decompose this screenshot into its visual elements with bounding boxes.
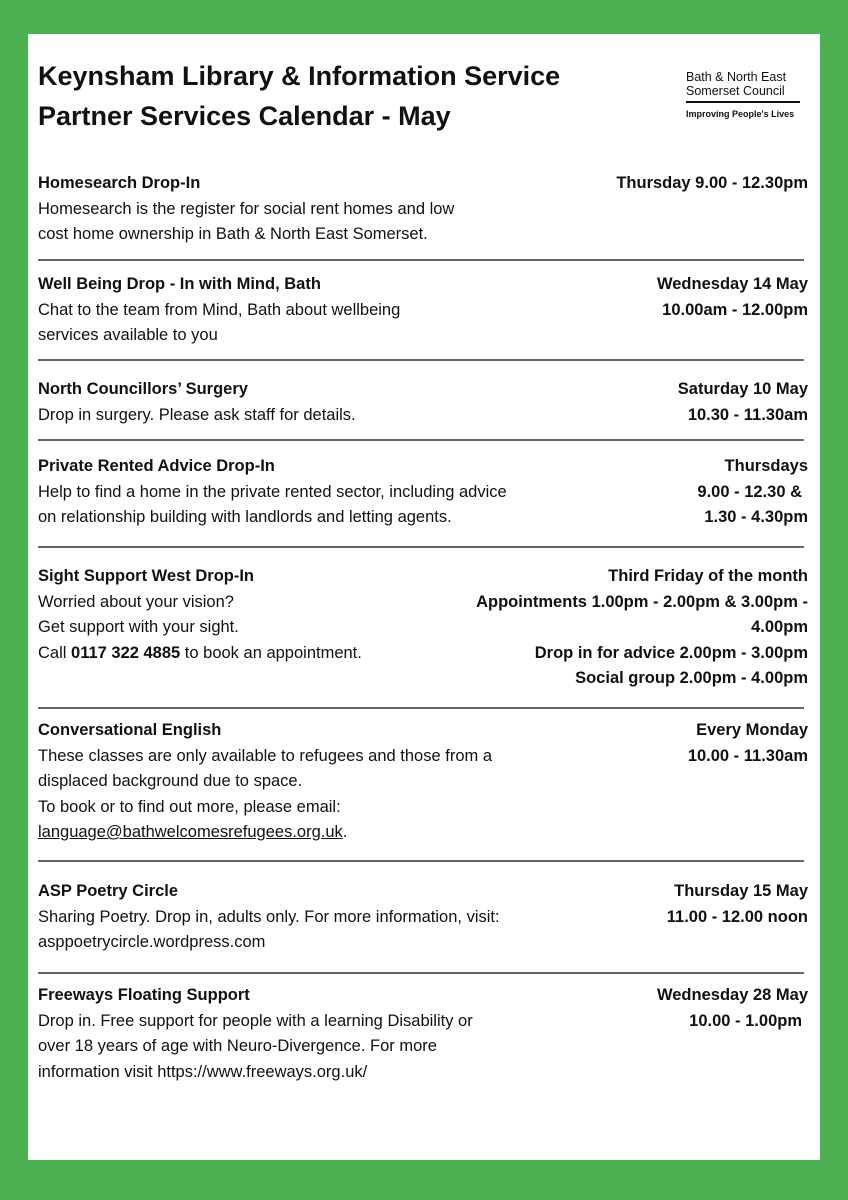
- service-drop-in-advice: Drop in for advice 2.00pm - 3.00pm: [534, 643, 808, 662]
- service-time: 9.00 - 12.30 &: [697, 482, 802, 501]
- title-line-2: Partner Services Calendar - May: [38, 101, 451, 131]
- service-time: 10.00 - 11.30am: [687, 746, 808, 765]
- service-councillors-surgery: [38, 377, 808, 428]
- service-conversational-english: [38, 718, 808, 846]
- service-day: Every Monday: [696, 721, 808, 739]
- service-freeways: [38, 983, 808, 1085]
- section-divider: [38, 359, 804, 361]
- service-desc: on relationship building with landlords and letting agents.: [38, 508, 452, 526]
- email-suffix: .: [342, 823, 348, 841]
- logo-line-2: Somerset Council: [686, 84, 785, 98]
- calendar-page: [28, 34, 820, 1160]
- service-desc: Get support with your sight.: [38, 618, 239, 636]
- service-link[interactable]: asppoetrycircle.wordpress.com: [38, 933, 266, 951]
- service-time: 11.00 - 12.00 noon: [666, 907, 808, 926]
- service-day: Thursdays: [724, 457, 808, 475]
- service-desc: Worried about your vision?: [38, 592, 234, 611]
- service-sight-support: [38, 564, 808, 692]
- service-appointments-end: 4.00pm: [751, 618, 808, 636]
- section-divider: [38, 707, 804, 709]
- service-poetry-circle: [38, 879, 808, 956]
- service-desc: over 18 years of age with Neuro-Divergence. For more: [38, 1037, 437, 1055]
- section-divider: [38, 860, 804, 862]
- council-logo: [686, 70, 806, 119]
- service-desc: To book or to find out more, please email:: [38, 797, 341, 816]
- service-desc: displaced background due to space.: [38, 772, 303, 790]
- service-desc: cost home ownership in Bath & North East Somerset.: [38, 225, 428, 243]
- section-divider: [38, 546, 804, 548]
- service-desc: Homesearch is the register for social rent homes and low: [38, 199, 455, 218]
- section-divider: [38, 439, 804, 441]
- service-name: North Councillors’ Surgery: [38, 380, 248, 398]
- service-desc: Drop in. Free support for people with a learning Disability or: [38, 1011, 473, 1030]
- section-divider: [38, 259, 804, 261]
- service-homesearch: [38, 171, 808, 248]
- logo-divider: [686, 101, 800, 103]
- service-email-line: [38, 820, 347, 846]
- service-date: Thursday 15 May: [674, 882, 808, 900]
- service-name: Conversational English: [38, 721, 222, 739]
- service-time: 10.30 - 11.30am: [687, 405, 808, 424]
- service-wellbeing: [38, 272, 808, 349]
- service-time: 1.30 - 4.30pm: [704, 508, 808, 526]
- service-desc: Sharing Poetry. Drop in, adults only. For more information, visit:: [38, 907, 500, 926]
- service-desc: Chat to the team from Mind, Bath about wellbeing: [38, 300, 401, 319]
- service-name: ASP Poetry Circle: [38, 882, 179, 900]
- service-desc: Help to find a home in the private rented sector, including advice: [38, 482, 507, 501]
- service-schedule: Third Friday of the month: [608, 567, 808, 585]
- section-divider: [38, 972, 804, 974]
- email-link[interactable]: language@bathwelcomesrefugees.org.uk: [38, 823, 343, 841]
- service-date: Saturday 10 May: [677, 380, 808, 398]
- service-date: Wednesday 28 May: [656, 986, 808, 1004]
- service-time: 10.00am - 12.00pm: [662, 300, 808, 319]
- call-suffix: to book an appointment.: [180, 643, 362, 662]
- call-prefix: Call: [38, 643, 72, 662]
- service-name: Homesearch Drop-In: [38, 174, 201, 192]
- service-private-rented: [38, 454, 808, 531]
- service-name: Well Being Drop - In with Mind, Bath: [38, 275, 321, 293]
- phone-number[interactable]: 0117 322 4885: [71, 643, 181, 662]
- service-date: Wednesday 14 May: [656, 275, 808, 293]
- service-time: Thursday 9.00 - 12.30pm: [616, 174, 808, 192]
- service-time: 10.00 - 1.00pm: [689, 1011, 802, 1030]
- title-line-1: Keynsham Library & Information Service: [38, 61, 561, 91]
- service-name: Sight Support West Drop-In: [38, 567, 255, 585]
- service-name: Freeways Floating Support: [38, 986, 250, 1004]
- service-desc: services available to you: [38, 326, 218, 344]
- service-call-line: [38, 641, 362, 667]
- logo-tagline: Improving People's Lives: [686, 109, 795, 119]
- service-desc: Drop in surgery. Please ask staff for details.: [38, 405, 356, 424]
- service-name: Private Rented Advice Drop-In: [38, 457, 275, 475]
- service-social-group: Social group 2.00pm - 4.00pm: [575, 669, 808, 687]
- logo-line-1: Bath & North East: [686, 70, 787, 84]
- service-desc: These classes are only available to refugees and those from a: [38, 746, 493, 765]
- service-appointments: Appointments 1.00pm - 2.00pm & 3.00pm -: [476, 592, 808, 611]
- page-title: [38, 56, 560, 136]
- service-desc-link[interactable]: information visit https://www.freeways.org.uk/: [38, 1062, 368, 1081]
